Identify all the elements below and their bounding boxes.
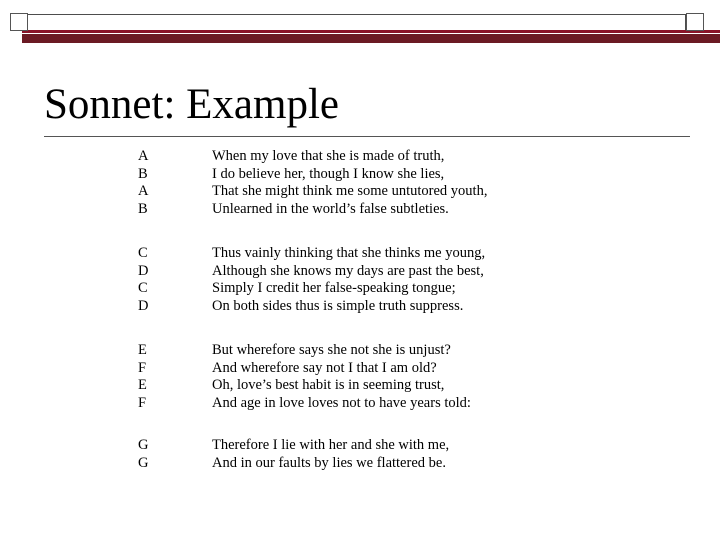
- header-square-left-icon: [10, 13, 28, 31]
- verse-line: Therefore I lie with her and she with me,: [212, 437, 450, 453]
- verse-line: I do believe her, though I know she lies,: [212, 165, 445, 182]
- verse-line: But wherefore says she not she is unjust?: [212, 342, 451, 358]
- rhyme-letter: C: [138, 245, 148, 261]
- rhyme-letter: A: [138, 183, 149, 200]
- header-square-right-icon: [686, 13, 704, 31]
- verse-line: On both sides thus is simple truth suppress.: [212, 297, 464, 314]
- header-accent-line: [22, 30, 720, 33]
- slide-title: Sonnet: Example: [44, 81, 339, 128]
- rhyme-letter: F: [138, 359, 147, 376]
- rhyme-scheme-column: [138, 148, 168, 218]
- verse-line: Oh, love’s best habit is in seeming trust,: [212, 377, 445, 394]
- verse-column: [212, 342, 692, 412]
- verse-line: Unlearned in the world’s false subtleties.: [212, 200, 449, 217]
- verse-column: [212, 437, 692, 472]
- rhyme-letter: D: [138, 262, 149, 279]
- verse-line: That she might think me some untutored youth,: [212, 183, 488, 200]
- rhyme-scheme-column: [138, 437, 168, 472]
- title-divider: [44, 136, 690, 137]
- rhyme-letter: F: [138, 394, 147, 411]
- rhyme-letter: G: [138, 454, 149, 471]
- rhyme-scheme-column: [138, 342, 168, 412]
- verse-line: And age in love loves not to have years told:: [212, 394, 471, 411]
- verse-line: Thus vainly thinking that she thinks me young,: [212, 245, 486, 261]
- rhyme-letter: D: [138, 297, 149, 314]
- rhyme-letter: E: [138, 377, 147, 394]
- verse-line: When my love that she is made of truth,: [212, 148, 445, 164]
- verse-column: [212, 148, 692, 218]
- rhyme-letter: B: [138, 200, 148, 217]
- rhyme-scheme-column: [138, 245, 168, 315]
- verse-line: And in our faults by lies we flattered be.: [212, 454, 446, 471]
- rhyme-letter: E: [138, 342, 147, 358]
- rhyme-letter: G: [138, 437, 149, 453]
- header-accent-bar: [22, 34, 720, 43]
- verse-line: And wherefore say not I that I am old?: [212, 359, 437, 376]
- verse-line: Simply I credit her false-speaking tongue;: [212, 280, 456, 297]
- rhyme-letter: C: [138, 280, 148, 297]
- verse-column: [212, 245, 692, 315]
- rhyme-letter: A: [138, 148, 149, 164]
- verse-line: Although she knows my days are past the best,: [212, 262, 484, 279]
- rhyme-letter: B: [138, 165, 148, 182]
